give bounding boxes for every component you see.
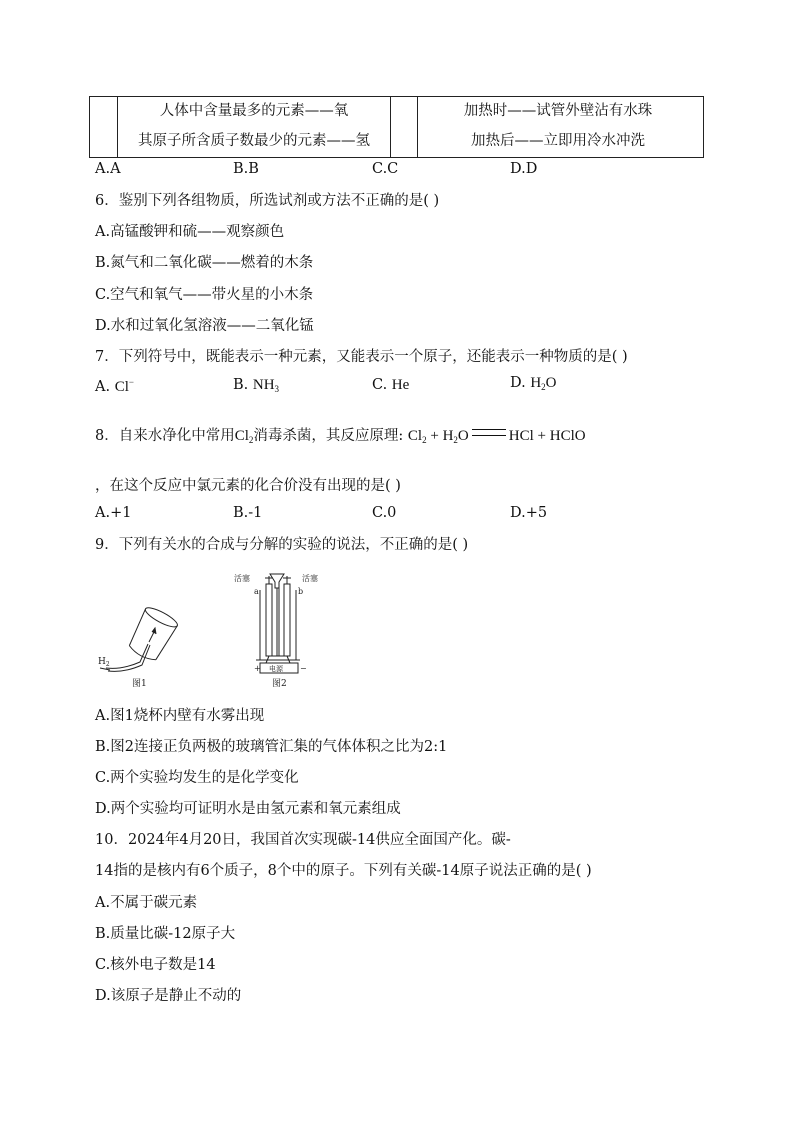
q8-option-a[interactable]: A.+1 (95, 505, 132, 521)
q8-option-c[interactable]: C.0 (372, 505, 397, 521)
chem-formula-cl2: $Cl_2$ (234, 428, 254, 445)
q8-option-b[interactable]: B.-1 (233, 505, 263, 521)
fig2-label-a: a (254, 587, 259, 596)
q10-option-d[interactable]: D.该原子是静止不动的 (95, 988, 242, 1004)
q6-option-b[interactable]: B.氮气和二氧化碳——燃着的木条 (95, 255, 314, 271)
option-label: C. (372, 377, 388, 393)
q6-stem: 6．鉴别下列各组物质，所选试剂或方法不正确的是( ) (95, 193, 440, 209)
q5-table (89, 96, 704, 158)
q9-stem: 9．下列有关水的合成与分解的实验的说法，不正确的是( ) (95, 537, 469, 553)
option-label: B. (233, 377, 249, 393)
table-divider (417, 97, 418, 157)
q8-stem-continued: ，在这个反应中氯元素的化合价没有出现的是( ) (95, 478, 401, 494)
q7-stem: 7．下列符号中，既能表示一种元素，又能表示一个原子，还能表示一种物质的是( ) (95, 349, 628, 365)
fig2-label-b: b (298, 587, 304, 596)
reaction-equation: $Cl_2 + H_2O$ HCl + HClO (407, 428, 586, 445)
chem-formula-nh3: $NH_3$ (252, 377, 280, 394)
chem-formula-h2o: $H_2O$ (530, 375, 557, 392)
chem-formula-cl-ion: Cl− (114, 377, 134, 395)
q9-option-c[interactable]: C.两个实验均发生的是化学变化 (95, 770, 299, 786)
table-divider (390, 97, 391, 157)
q6-option-d[interactable]: D.水和过氧化氢溶液——二氧化锰 (95, 318, 314, 334)
table-left-line2: 其原子所含质子数最少的元素——氢 (138, 133, 370, 149)
table-right-line1: 加热时——试管外壁沾有水珠 (463, 103, 653, 119)
fig2-valve-right: 活塞 (302, 574, 318, 583)
q10-option-a[interactable]: A.不属于碳元素 (95, 895, 198, 911)
figure-1-hydrogen-combustion (92, 600, 182, 690)
q9-option-d[interactable]: D.两个实验均可证明水是由氢元素和氧元素组成 (95, 801, 401, 817)
q5-option-d[interactable]: D.D (510, 161, 538, 177)
option-label: D. (510, 375, 526, 391)
table-left-line1: 人体中含量最多的元素——氧 (159, 103, 349, 119)
fig2-plus: + (254, 664, 261, 673)
figure-2-electrolysis-apparatus (232, 566, 324, 690)
fig1-caption: 图1 (132, 679, 147, 689)
fig2-caption: 图2 (272, 679, 287, 689)
equals-sign (472, 429, 506, 436)
q9-option-b[interactable]: B.图2连接正负两极的玻璃管汇集的气体体积之比为2:1 (95, 739, 448, 755)
fig2-power-label: 电源 (269, 665, 283, 673)
q8-stem: 8．自来水净化中常用$Cl_2$消毒杀菌，其反应原理: $Cl_2 + H_2O$ HCl + HClO (95, 428, 586, 445)
option-label: A. (95, 379, 111, 395)
q6-option-a[interactable]: A.高锰酸钾和硫——观察颜色 (95, 224, 285, 240)
q6-option-c[interactable]: C.空气和氧气——带火星的小木条 (95, 287, 314, 303)
table-right-line2: 加热后——立即用冷水冲洗 (471, 133, 645, 149)
q7-option-a[interactable] (95, 377, 134, 396)
q7-option-c[interactable] (372, 377, 409, 394)
q10-stem: 10．2024年4月20日，我国首次实现碳-14供应全面国产化。碳- (95, 832, 511, 848)
fig2-minus: − (300, 664, 307, 673)
q10-option-b[interactable]: B.质量比碳-12原子大 (95, 926, 236, 942)
q9-option-a[interactable]: A.图1烧杯内壁有水雾出现 (95, 708, 265, 724)
q5-option-b[interactable]: B.B (233, 161, 259, 177)
q10-stem-continued: 14指的是核内有6个质子，8个中的原子。下列有关碳-14原子说法正确的是( ) (95, 863, 592, 879)
fig2-valve-left: 活塞 (234, 574, 250, 583)
chem-formula-he: He (391, 377, 410, 393)
table-divider (117, 97, 118, 157)
q5-option-c[interactable]: C.C (372, 161, 399, 177)
q5-option-a[interactable]: A.A (95, 161, 121, 177)
q10-option-c[interactable]: C.核外电子数是14 (95, 957, 216, 973)
q7-option-b[interactable] (233, 377, 279, 394)
q7-option-d[interactable] (510, 375, 557, 392)
fig1-h2-label: $H_2$ (98, 657, 110, 668)
q8-option-d[interactable]: D.+5 (510, 505, 548, 521)
